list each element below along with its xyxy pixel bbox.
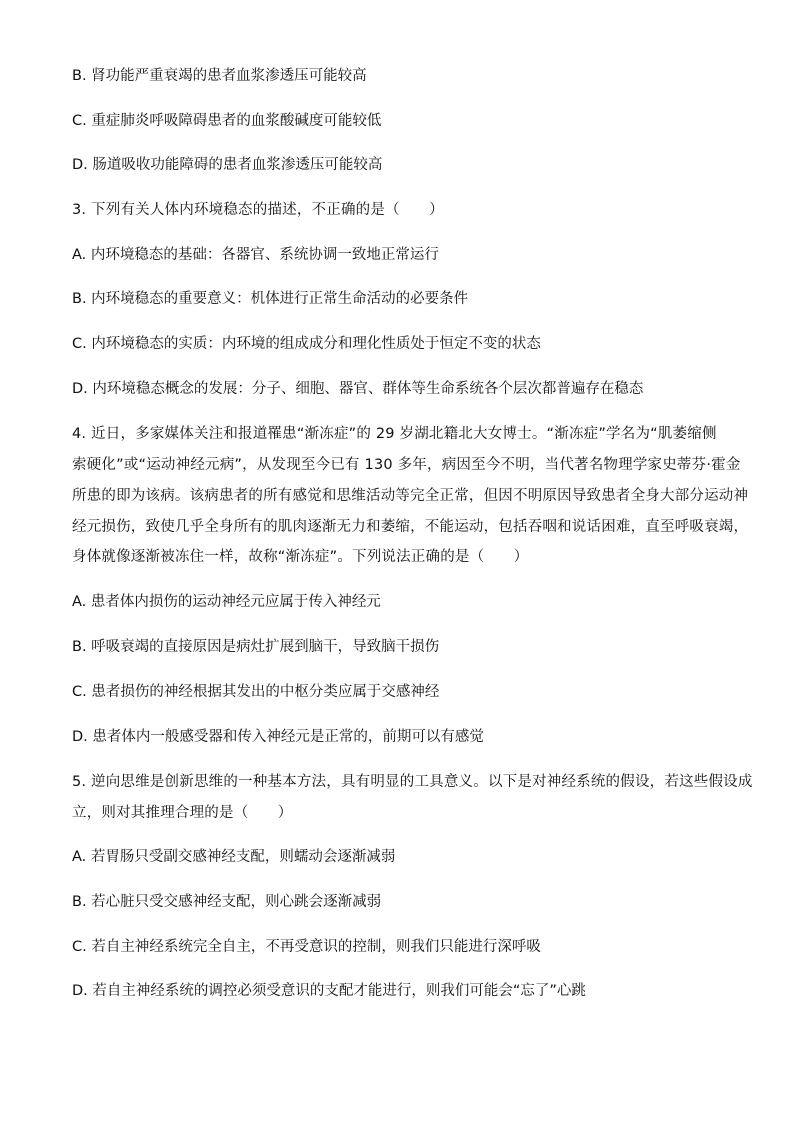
option-b: B. 呼吸衰竭的直接原因是病灶扩展到脑干，导致脑干损伤 (72, 639, 440, 655)
option-c: C. 患者损伤的神经根据其发出的中枢分类应属于交感神经 (72, 684, 440, 700)
question-stem-line: 身体就像逐渐被冻住一样，故称“渐冻症”。下列说法正确的是（ ） (72, 549, 529, 565)
question-stem-line: 5. 逆向思维是创新思维的一种基本方法，具有明显的工具意义。以下是对神经系统的假设，若这些假设成 (72, 774, 753, 790)
option-d: D. 若自主神经系统的调控必须受意识的支配才能进行，则我们可能会“忘了”心跳 (72, 983, 586, 999)
option-a: A. 内环境稳态的基础：各器官、系统协调一致地正常运行 (72, 247, 439, 263)
question-stem-line: 索硬化”或“运动神经元病”，从发现至今已有 130 多年，病因至今不明，当代著名物理学家史蒂芬·霍金 (72, 457, 741, 473)
question-stem-line: 经元损伤，致使几乎全身所有的肌肉逐渐无力和萎缩，不能运动，包括吞咽和说话困难，直至呼吸衰竭， (72, 519, 749, 535)
option-a: A. 若胃肠只受副交感神经支配，则蠕动会逐渐减弱 (72, 849, 396, 865)
question-stem-line: 所患的即为该病。该病患者的所有感觉和思维活动等完全正常，但因不明原因导致患者全身大部分运动神 (72, 488, 749, 504)
option-b: B. 若心脏只受交感神经支配，则心跳会逐渐减弱 (72, 894, 382, 910)
option-c: C. 内环境稳态的实质：内环境的组成成分和理化性质处于恒定不变的状态 (72, 336, 541, 352)
question-stem-line: 4. 近日，多家媒体关注和报道罹患“渐冻症”的 29 岁湖北籍北大女博士。“渐冻症”学名为“肌萎缩侧 (72, 426, 717, 442)
option-d: D. 患者体内一般感受器和传入神经元是正常的，前期可以有感觉 (72, 729, 484, 745)
question-stem: 3. 下列有关人体内环境稳态的描述，不正确的是（ ） (72, 202, 444, 218)
question-stem-line: 立，则对其推理合理的是（ ） (72, 805, 293, 821)
option-b: B. 肾功能严重衰竭的患者血浆渗透压可能较高 (72, 68, 367, 84)
option-c: C. 重症肺炎呼吸障碍患者的血浆酸碱度可能较低 (72, 113, 382, 129)
option-b: B. 内环境稳态的重要意义：机体进行正常生命活动的必要条件 (72, 291, 469, 307)
option-a: A. 患者体内损伤的运动神经元应属于传入神经元 (72, 594, 381, 610)
option-d: D. 内环境稳态概念的发展：分子、细胞、器官、群体等生命系统各个层次都普遍存在稳态 (72, 381, 644, 397)
option-d: D. 肠道吸收功能障碍的患者血浆渗透压可能较高 (72, 157, 383, 173)
option-c: C. 若自主神经系统完全自主，不再受意识的控制，则我们只能进行深呼吸 (72, 939, 541, 955)
